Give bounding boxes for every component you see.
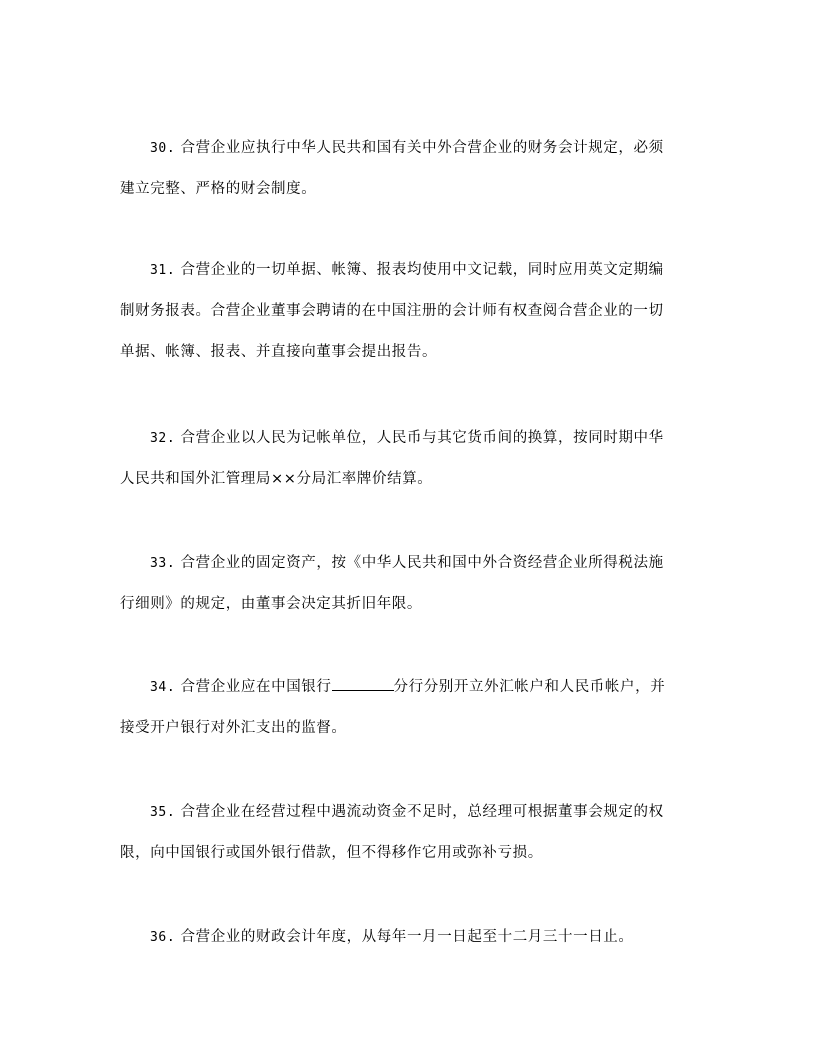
clause-34-text-after-blank: 分行分别开立外汇帐户和人民币帐户，并 [393, 679, 666, 695]
clause-33 [120, 543, 696, 625]
clause-32 [120, 418, 696, 500]
clause-34-line-2: 接受开户银行对外汇支出的监督。 [120, 720, 347, 736]
clause-36-number: 36. [150, 930, 176, 945]
clause-30-text-1: 合营企业应执行中华人民共和国有关中外合营企业的财务会计规定，必须 [180, 140, 664, 156]
clause-36-line-1 [120, 917, 696, 958]
bank-branch-blank [332, 676, 394, 691]
clause-32-line-2: 人民共和国外汇管理局××分局汇率牌价结算。 [120, 471, 433, 487]
clause-30-line-2: 建立完整、严格的财会制度。 [120, 181, 317, 197]
clause-36-text-1: 合营企业的财政会计年度，从每年一月一日起至十二月三十一日止。 [180, 929, 634, 945]
clause-32-line-1 [120, 418, 696, 459]
clause-34-text-before-blank: 合营企业应在中国银行 [180, 679, 332, 695]
clause-34-line-1 [120, 667, 696, 708]
clause-35 [120, 792, 696, 874]
clause-35-text-1: 合营企业在经营过程中遇流动资金不足时，总经理可根据董事会规定的权 [180, 804, 664, 820]
clause-32-number: 32. [150, 431, 176, 446]
clause-31-number: 31. [150, 263, 176, 278]
clause-31-line-1 [120, 250, 696, 291]
clause-30-number: 30. [150, 141, 176, 156]
clause-35-number: 35. [150, 805, 176, 820]
clause-31-line-3: 单据、帐簿、报表、并直接向董事会提出报告。 [120, 344, 438, 360]
clause-33-line-1 [120, 543, 696, 584]
clause-30-line-1 [120, 128, 696, 169]
clause-31-text-1: 合营企业的一切单据、帐簿、报表均使用中文记载，同时应用英文定期编 [180, 262, 664, 278]
clause-30 [120, 128, 696, 210]
clause-32-text-1: 合营企业以人民为记帐单位，人民币与其它货币间的换算，按同时期中华 [180, 430, 664, 446]
clause-31-line-2: 制财务报表。合营企业董事会聘请的在中国注册的会计师有权查阅合营企业的一切 [120, 303, 664, 319]
clause-33-text-1: 合营企业的固定资产，按《中华人民共和国中外合资经营企业所得税法施 [180, 555, 664, 571]
clause-34 [120, 667, 696, 749]
clause-33-line-2: 行细则》的规定，由董事会决定其折旧年限。 [120, 596, 422, 612]
clause-33-number: 33. [150, 556, 176, 571]
clause-35-line-1 [120, 792, 696, 833]
clause-36 [120, 917, 696, 958]
clause-31 [120, 250, 696, 373]
clause-34-number: 34. [150, 680, 176, 695]
clause-35-line-2: 限，向中国银行或国外银行借款，但不得移作它用或弥补亏损。 [120, 845, 543, 861]
